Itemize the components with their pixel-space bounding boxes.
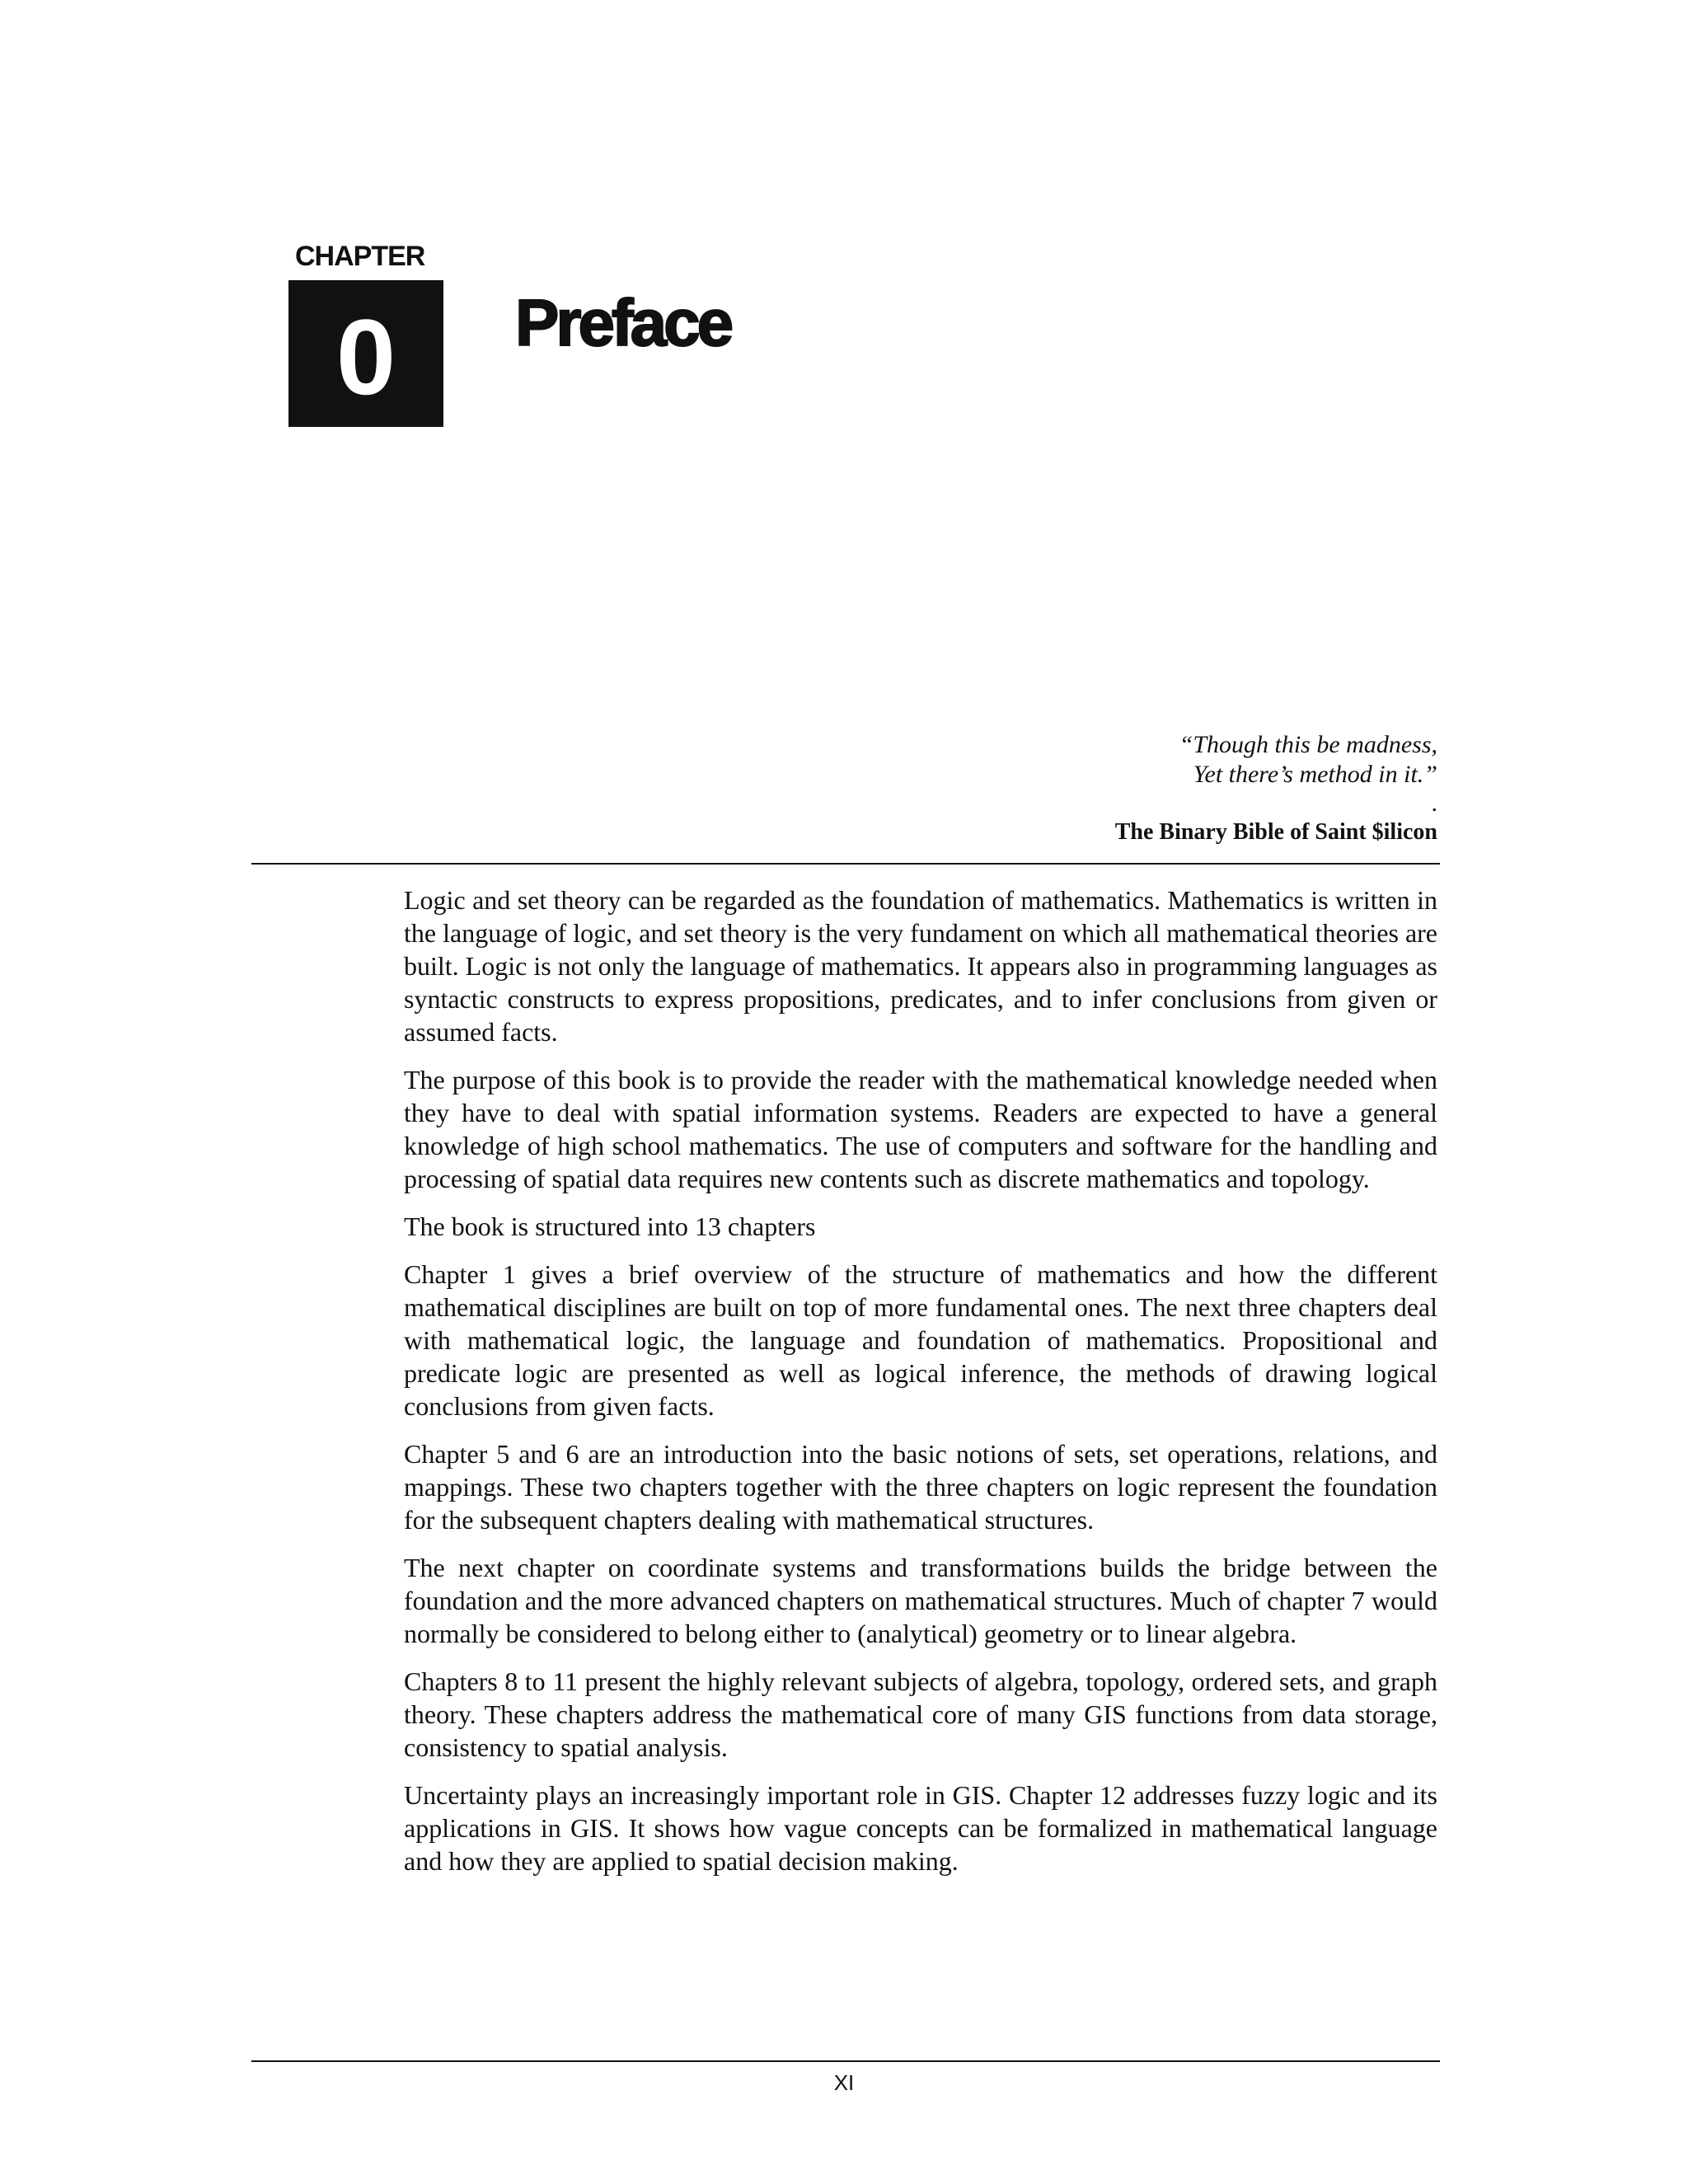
- epigraph-source: The Binary Bible of Saint $ilicon: [1114, 819, 1437, 845]
- footer-divider: [251, 2060, 1440, 2062]
- chapter-number-box: [288, 280, 443, 427]
- body-text: [404, 883, 1437, 1892]
- paragraph: Chapters 8 to 11 present the highly relevant subjects of algebra, topology, ordered sets, and graph theory. These chapters address the mathematical core of many GIS functions from data storage, consistency to spatial analysis.: [404, 1666, 1437, 1762]
- chapter-number: 0: [335, 297, 396, 417]
- paragraph: Logic and set theory can be regarded as the foundation of mathematics. Mathematics is written in the language of logic, and set theory is the very fundament on which all mathematical theories are built. Logic is not only the language of mathematics. It appears also in programming languages as syntactic constructs to express propositions, predicates, and to infer conclusions from given or assumed facts.: [404, 885, 1437, 1047]
- paragraph: Chapter 5 and 6 are an introduction into the basic notions of sets, set operations, relations, and mappings. These two chapters together with the three chapters on logic represent the foundation for the subsequent chapters dealing with mathematical structures.: [404, 1439, 1437, 1535]
- epigraph: [1115, 730, 1437, 847]
- header-divider: [251, 863, 1440, 865]
- paragraph: The book is structured into 13 chapters: [404, 1212, 816, 1241]
- chapter-label: CHAPTER: [295, 241, 425, 272]
- page-number: XI: [833, 2070, 855, 2095]
- epigraph-line-1: “Though this be madness,: [1179, 731, 1437, 758]
- chapter-title: Preface: [515, 286, 731, 359]
- paragraph: Chapter 1 gives a brief overview of the structure of mathematics and how the different mathematical disciplines are built on top of more fundamental ones. The next three chapters deal with mathematical logic, the language and foundation of mathematics. Propositional and predicate logic are presented as well as logical inference, the methods of drawing logical conclusions from given facts.: [404, 1259, 1437, 1421]
- paragraph: The purpose of this book is to provide the reader with the mathematical knowledge needed when they have to deal with spatial information systems. Readers are expected to have a general knowledge of high school mathematics. The use of computers and software for the handling and processing of spatial data requires new contents such as discrete mathematics and topology.: [404, 1065, 1437, 1193]
- paragraph: The next chapter on coordinate systems and transformations builds the bridge between the foundation and the more advanced chapters on mathematical structures. Much of chapter 7 would normally be considered to belong either to (analytical) geometry or to linear algebra.: [404, 1553, 1437, 1648]
- paragraph: Uncertainty plays an increasingly important role in GIS. Chapter 12 addresses fuzzy logic and its applications in GIS. It shows how vague concepts can be formalized in mathematical language and how they are applied to spatial decision making.: [404, 1780, 1437, 1876]
- epigraph-line-2: Yet there’s method in it.”: [1193, 761, 1437, 788]
- epigraph-dot: .: [1431, 790, 1437, 817]
